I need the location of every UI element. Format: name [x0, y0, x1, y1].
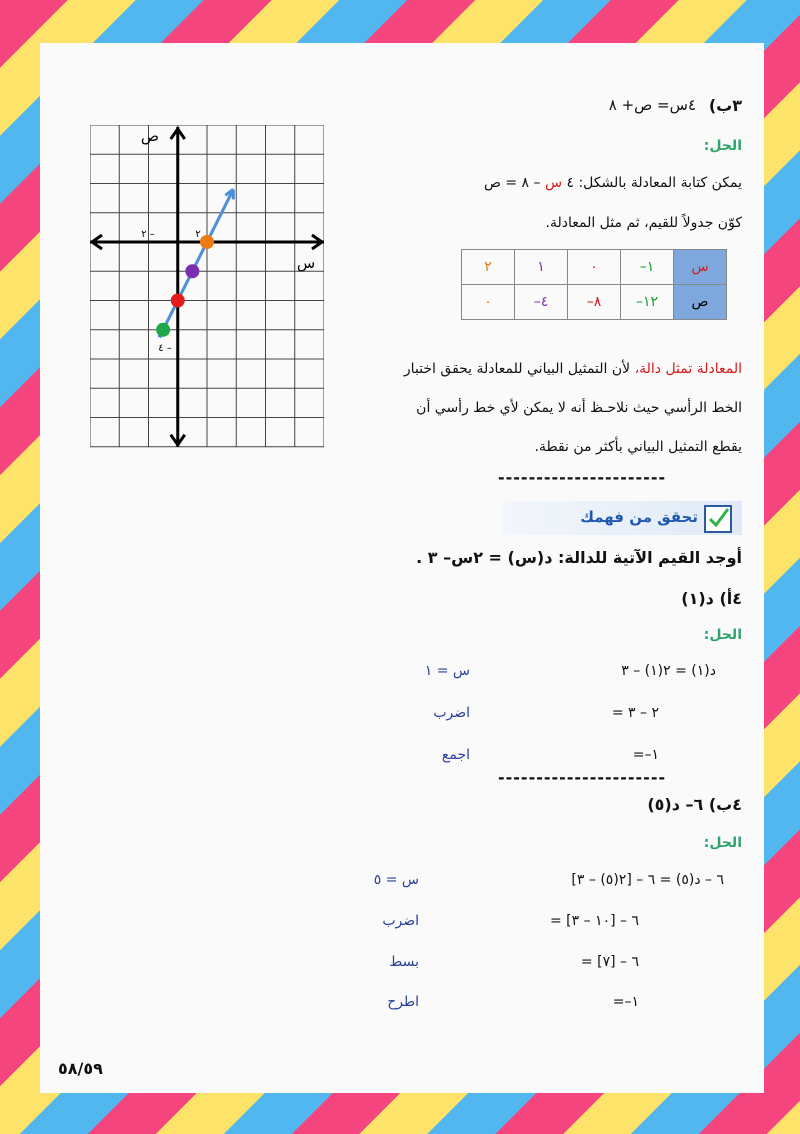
q4b-step-4: =–١ [612, 994, 639, 1010]
conclusion-highlight: المعادلة تمثل دالة، [634, 361, 742, 377]
rewrite-prefix: يمكن كتابة المعادلة بالشكل: [578, 175, 742, 191]
table-row [462, 250, 727, 285]
table-row [462, 285, 727, 320]
table-cell: ٠ [462, 285, 515, 320]
q4b-solution-label: الحل: [703, 835, 742, 851]
rewrite-var: س [544, 175, 563, 191]
separator-line: ---------------------- [498, 768, 667, 787]
q3b-solution-label: الحل: [703, 138, 742, 154]
table-cell: ٠ [568, 250, 621, 285]
table-header-y: ص [674, 285, 727, 320]
table-cell: ١ [515, 250, 568, 285]
values-table [461, 249, 727, 320]
q4a-step-2: = ٢ – ٣ [611, 705, 659, 721]
tick-label-x-pos2: ٢ [195, 229, 201, 240]
check-banner [502, 501, 742, 535]
rewrite-a: ٤ [566, 175, 575, 191]
q4b-expr: ٦– د(٥) [647, 795, 704, 814]
function-line [159, 189, 233, 337]
table-cell: –١٢ [621, 285, 674, 320]
table-cell: ٢ [462, 250, 515, 285]
q4a-note-3: اجمع [441, 747, 470, 763]
q4b-note-4: اطرح [387, 994, 419, 1010]
q4a-expr: د(١) [681, 589, 714, 608]
q3b-label: ٣ب) [708, 96, 742, 115]
page-number: ٥٨/٥٩ [58, 1059, 103, 1078]
graph-point [171, 294, 185, 308]
q4b-label: ٤ب) [708, 795, 742, 814]
q4b-step-3: = ٦ – [٧] [580, 954, 639, 970]
q4a-step-3: =–١ [632, 747, 659, 763]
graph-grid [90, 125, 324, 447]
q4b-note-1: س = ٥ [373, 872, 419, 888]
q3b-conclusion-line1 [404, 361, 742, 377]
graph-point [185, 264, 199, 278]
q4a-title [681, 589, 742, 608]
check-banner-title: تحقق من فهمك [580, 508, 698, 526]
q3b-conclusion-line2: الخط الرأسي حيث نلاحـظ أنه لا يمكن لأي خط رأسي أن [416, 400, 742, 416]
table-cell: –٨ [568, 285, 621, 320]
q4a-step-1: د(١) = ٢(١) – ٣ [621, 663, 716, 679]
tick-label-y-neg4: ٤ – [158, 343, 172, 354]
q4b-note-3: بسط [389, 954, 419, 970]
q4b-step-2: = ٦ – [١٠ – ٣] [549, 913, 639, 929]
table-header-x: س [674, 250, 727, 285]
y-axis-label: ص [140, 127, 160, 145]
tick-label-x-neg2: ٢ – [141, 229, 155, 240]
check-prompt: أوجد القيم الآتية للدالة: د(س) = ٢س– ٣ . [416, 548, 742, 567]
checkbox-icon [704, 505, 732, 533]
q3b-equation: ٤س= ص+ ٨ [608, 96, 696, 114]
function-graph [90, 125, 324, 455]
q4a-solution-label: الحل: [703, 627, 742, 643]
q3b-instruction: كوّن جدولاً للقيم، ثم مثل المعادلة. [545, 215, 742, 231]
q4a-note-1: س = ١ [424, 663, 470, 679]
table-cell: –١ [621, 250, 674, 285]
table-cell: –٤ [515, 285, 568, 320]
q3b-conclusion-line3: يقطع التمثيل البياني بأكثر من نقطة. [534, 439, 742, 455]
conclusion-text-1: لأن التمثيل البياني للمعادلة يحقق اختبار [403, 361, 631, 377]
separator-line: ---------------------- [498, 468, 667, 487]
q4b-step-1: ٦ – د(٥) = ٦ – [٢(٥) – ٣] [571, 872, 724, 888]
q4b-note-2: اضرب [382, 913, 419, 929]
x-axis-label: س [296, 254, 316, 272]
graph-line [159, 189, 233, 337]
q4a-label: ٤أ) [719, 589, 742, 608]
q3b-rewrite [484, 175, 742, 191]
graph-point [200, 235, 214, 249]
rewrite-b: – ٨ = ص [483, 175, 541, 191]
page-sheet [40, 43, 764, 1093]
q4a-note-2: اضرب [433, 705, 470, 721]
graph-point [156, 323, 170, 337]
q4b-title [647, 795, 742, 814]
